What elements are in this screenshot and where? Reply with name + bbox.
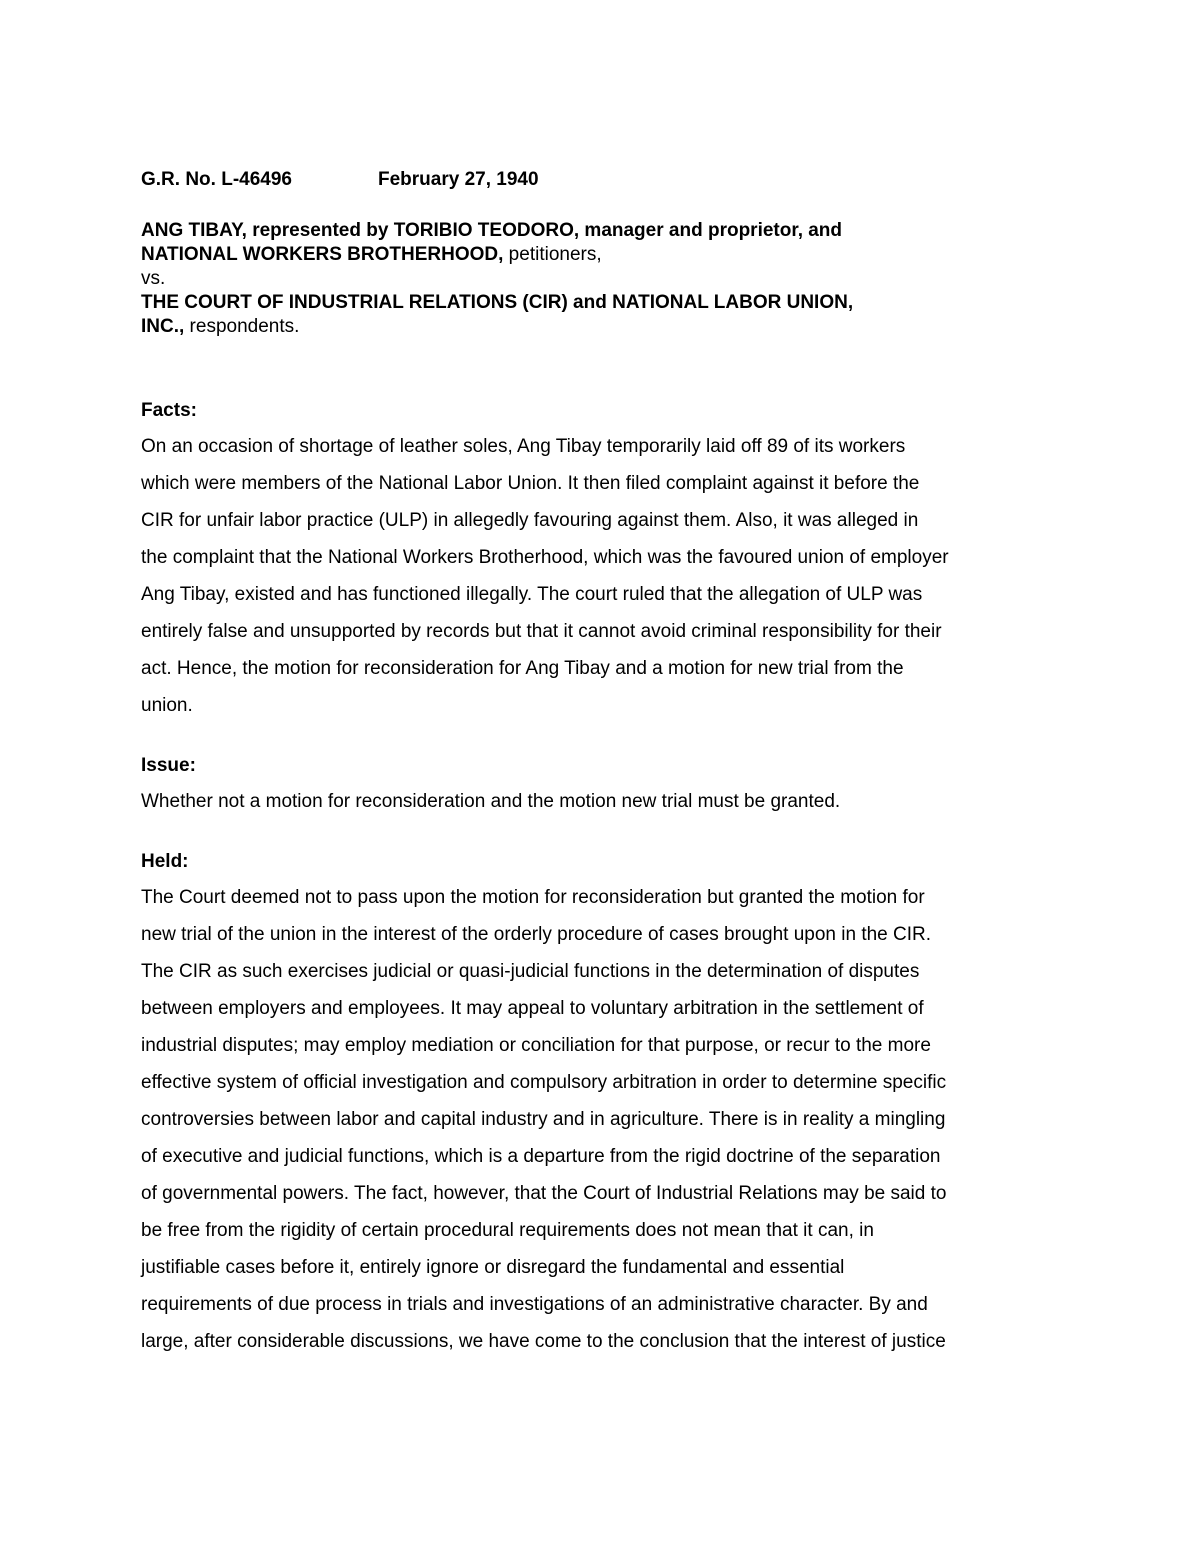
facts-line: CIR for unfair labor practice (ULP) in allegedly favouring against them. Also, it was alleged in <box>141 510 919 531</box>
facts-line: union. <box>141 695 193 716</box>
versus-label: vs. <box>141 268 166 289</box>
held-line: The Court deemed not to pass upon the motion for reconsideration but granted the motion for <box>141 887 925 908</box>
facts-heading: Facts: <box>141 400 197 421</box>
case-date: February 27, 1940 <box>378 169 539 190</box>
held-line: The CIR as such exercises judicial or quasi-judicial functions in the determination of disputes <box>141 961 920 982</box>
held-line: justifiable cases before it, entirely ignore or disregard the fundamental and essential <box>141 1257 845 1278</box>
held-line: of executive and judicial functions, which is a departure from the rigid doctrine of the separation <box>141 1146 941 1167</box>
facts-line: entirely false and unsupported by records but that it cannot avoid criminal responsibility for their <box>141 621 942 642</box>
issue-line: Whether not a motion for reconsideration and the motion new trial must be granted. <box>141 791 841 812</box>
held-paragraph <box>141 879 1071 1360</box>
facts-line: act. Hence, the motion for reconsideration for Ang Tibay and a motion for new trial from the <box>141 658 904 679</box>
facts-line: On an occasion of shortage of leather soles, Ang Tibay temporarily laid off 89 of its workers <box>141 436 906 457</box>
held-line: large, after considerable discussions, we have come to the conclusion that the interest of justice <box>141 1331 946 1352</box>
case-number: G.R. No. L-46496 <box>141 169 292 190</box>
petitioner-line-2 <box>141 243 1071 267</box>
held-line: new trial of the union in the interest of the orderly procedure of cases brought upon in the CIR. <box>141 924 932 945</box>
respondent-name-end: INC., <box>141 316 185 337</box>
petitioner-name: NATIONAL WORKERS BROTHERHOOD, <box>141 244 504 265</box>
held-line: be free from the rigidity of certain procedural requirements does not mean that it can, in <box>141 1220 874 1241</box>
respondent-line-1: THE COURT OF INDUSTRIAL RELATIONS (CIR) and NATIONAL LABOR UNION, <box>141 292 854 313</box>
case-header <box>141 168 1071 192</box>
held-line: industrial disputes; may employ mediation or conciliation for that purpose, or recur to the more <box>141 1035 931 1056</box>
respondent-line-2 <box>141 315 1071 339</box>
facts-paragraph <box>141 428 1071 724</box>
respondent-role: respondents. <box>184 316 300 337</box>
case-parties <box>141 219 1071 339</box>
held-line: effective system of official investigation and compulsory arbitration in order to determine specific <box>141 1072 947 1093</box>
petitioner-line-1: ANG TIBAY, represented by TORIBIO TEODORO, manager and proprietor, and <box>141 220 843 241</box>
issue-paragraph <box>141 783 1071 820</box>
petitioner-role: petitioners, <box>503 244 602 265</box>
facts-line: which were members of the National Labor Union. It then filed complaint against it before the <box>141 473 920 494</box>
document-page <box>141 168 1071 1360</box>
issue-heading: Issue: <box>141 755 196 776</box>
facts-line: Ang Tibay, existed and has functioned illegally. The court ruled that the allegation of ULP was <box>141 584 923 605</box>
held-line: controversies between labor and capital industry and in agriculture. There is in reality a mingling <box>141 1109 946 1130</box>
held-line: between employers and employees. It may appeal to voluntary arbitration in the settlement of <box>141 998 924 1019</box>
held-heading: Held: <box>141 851 189 872</box>
held-line: requirements of due process in trials and investigations of an administrative character. By and <box>141 1294 928 1315</box>
facts-line: the complaint that the National Workers Brotherhood, which was the favoured union of employer <box>141 547 949 568</box>
held-line: of governmental powers. The fact, however, that the Court of Industrial Relations may be said to <box>141 1183 947 1204</box>
